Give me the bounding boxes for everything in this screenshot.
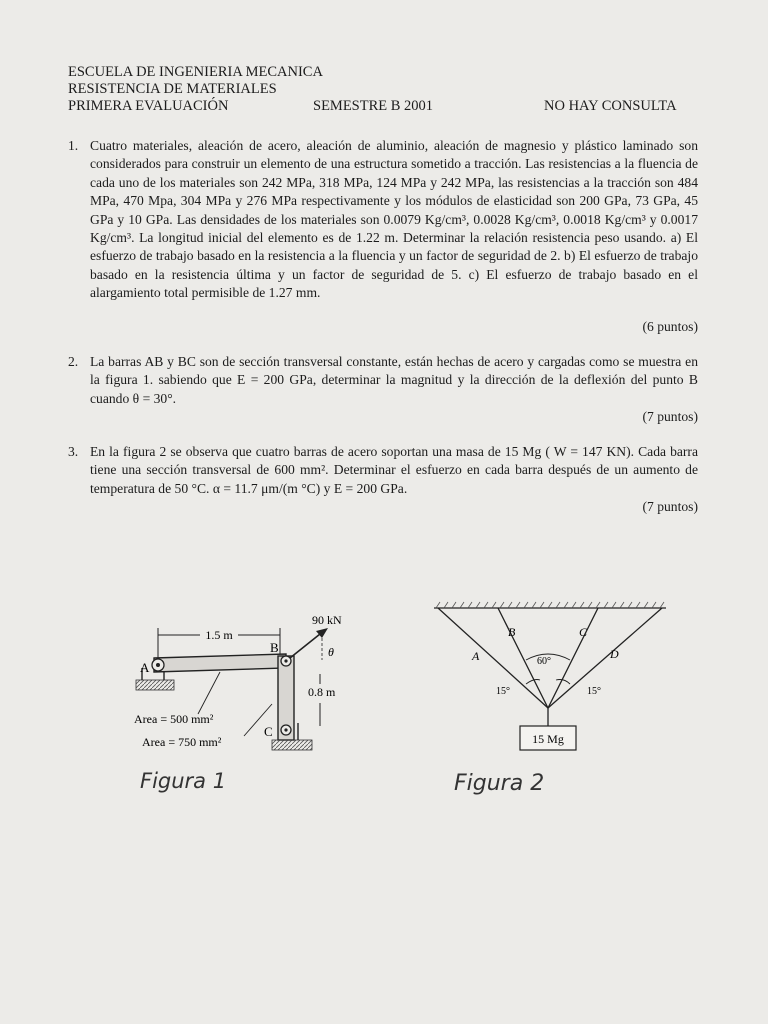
figure-2-caption: Figura 2 bbox=[454, 771, 545, 796]
ceiling-hatch bbox=[436, 602, 664, 608]
problem-3-points: (7 puntos) bbox=[642, 499, 698, 514]
support-a bbox=[136, 680, 174, 690]
course-name: RESISTENCIA DE MATERIALES bbox=[68, 81, 277, 97]
area-bc-label: Area = 750 mm² bbox=[142, 735, 222, 749]
problem-3 bbox=[68, 443, 698, 498]
problem-number: 2. bbox=[68, 354, 79, 369]
label-d: D bbox=[610, 647, 619, 661]
exam-header bbox=[68, 64, 698, 115]
area-ab-label: Area = 500 mm² bbox=[134, 712, 214, 726]
angle-top-label: 60° bbox=[537, 656, 551, 667]
problem-text: En la figura 2 se observa que cuatro barras de acero soportan una masa de 15 Mg ( W = 147 KN). Cada barra tiene una sección transversal de 600 mm². Determinar el esfuerzo en cada barra después de un aumento de temperatura de 50 °C. α = 11.7 μm/(m °C) y E = 200 GPa. bbox=[90, 444, 698, 496]
label-b: B bbox=[270, 640, 279, 655]
angle-theta: θ bbox=[328, 645, 334, 659]
label-c: C bbox=[264, 724, 273, 739]
dim-horizontal-label: 1.5 m bbox=[205, 628, 233, 642]
problem-number: 3. bbox=[68, 444, 79, 459]
pin-b-center bbox=[284, 659, 287, 662]
pin-c-center bbox=[284, 728, 287, 731]
header-row bbox=[68, 98, 698, 115]
pin-a-center bbox=[156, 663, 160, 667]
mass-label: 15 Mg bbox=[532, 732, 564, 746]
bar-ab bbox=[154, 654, 286, 672]
load-label: 90 kN bbox=[312, 613, 342, 627]
leader-area-ab bbox=[198, 672, 220, 714]
angle-left-label: 15° bbox=[496, 686, 510, 697]
label-a: A bbox=[140, 660, 150, 675]
label-c: C bbox=[579, 625, 588, 639]
consult-note: NO HAY CONSULTA bbox=[544, 98, 677, 114]
problem-2-points: (7 puntos) bbox=[642, 409, 698, 424]
dim-vertical-label: 0.8 m bbox=[308, 685, 336, 699]
problem-text: La barras AB y BC son de sección transversal constante, están hechas de acero y cargadas como se muestra en la figura 1. sabiendo que E = 200 GPa, determinar la magnitud y la dirección de la deflexión del punto B cuando θ = 30°. bbox=[90, 354, 698, 406]
figure-1-caption: Figura 1 bbox=[140, 769, 227, 793]
school-name: ESCUELA DE INGENIERIA MECANICA bbox=[68, 64, 323, 80]
problem-1 bbox=[68, 137, 698, 303]
problem-number: 1. bbox=[68, 138, 79, 153]
angle-right-label: 15° bbox=[587, 686, 601, 697]
bar-a bbox=[438, 608, 548, 708]
figure-2 bbox=[430, 598, 670, 818]
problem-text: Cuatro materiales, aleación de acero, aleación de aluminio, aleación de magnesio y plástico laminado son considerados para construir un elemento de una estructura sometido a tracción. Las resistencias a la fluencia de cada uno de los materiales son 242 MPa, 318 MPa, 124 MPa y 242 MPa, las resistencias a la tracción son 484 MPa, 470 Mpa, 304 MPa y 276 MPa respectivamente y los módulos de elasticidad son 200 GPa, 73 GPa, 45 GPa y 10 GPa. Las densidades de los materiales son 0.0079 Kg/cm³, 0.0028 Kg/cm³, 0.0018 Kg/cm³ y 0.0017 Kg/cm³. La longitud inicial del elemento es de 1.22 m. Determinar la relación resistencia peso usando. a) El esfuerzo de trabajo basado en la resistencia a la fluencia y un factor de seguridad de 2. b) El esfuerzo de trabajo basado en la resistencia última y un factor de seguridad de 5. c) El esfuerzo de trabajo basado en el alargamiento total permisible de 1.27 mm. bbox=[90, 138, 698, 301]
figure-1 bbox=[120, 608, 380, 818]
semester: SEMESTRE B 2001 bbox=[313, 98, 434, 114]
label-b: B bbox=[508, 625, 516, 639]
support-c bbox=[272, 740, 312, 750]
angle-arc-right bbox=[556, 680, 570, 685]
problem-1-points: (6 puntos) bbox=[642, 319, 698, 334]
angle-arc-left bbox=[526, 680, 540, 685]
label-a: A bbox=[472, 649, 480, 663]
exam-name: PRIMERA EVALUACIÓN bbox=[68, 98, 229, 114]
problem-2 bbox=[68, 353, 698, 408]
